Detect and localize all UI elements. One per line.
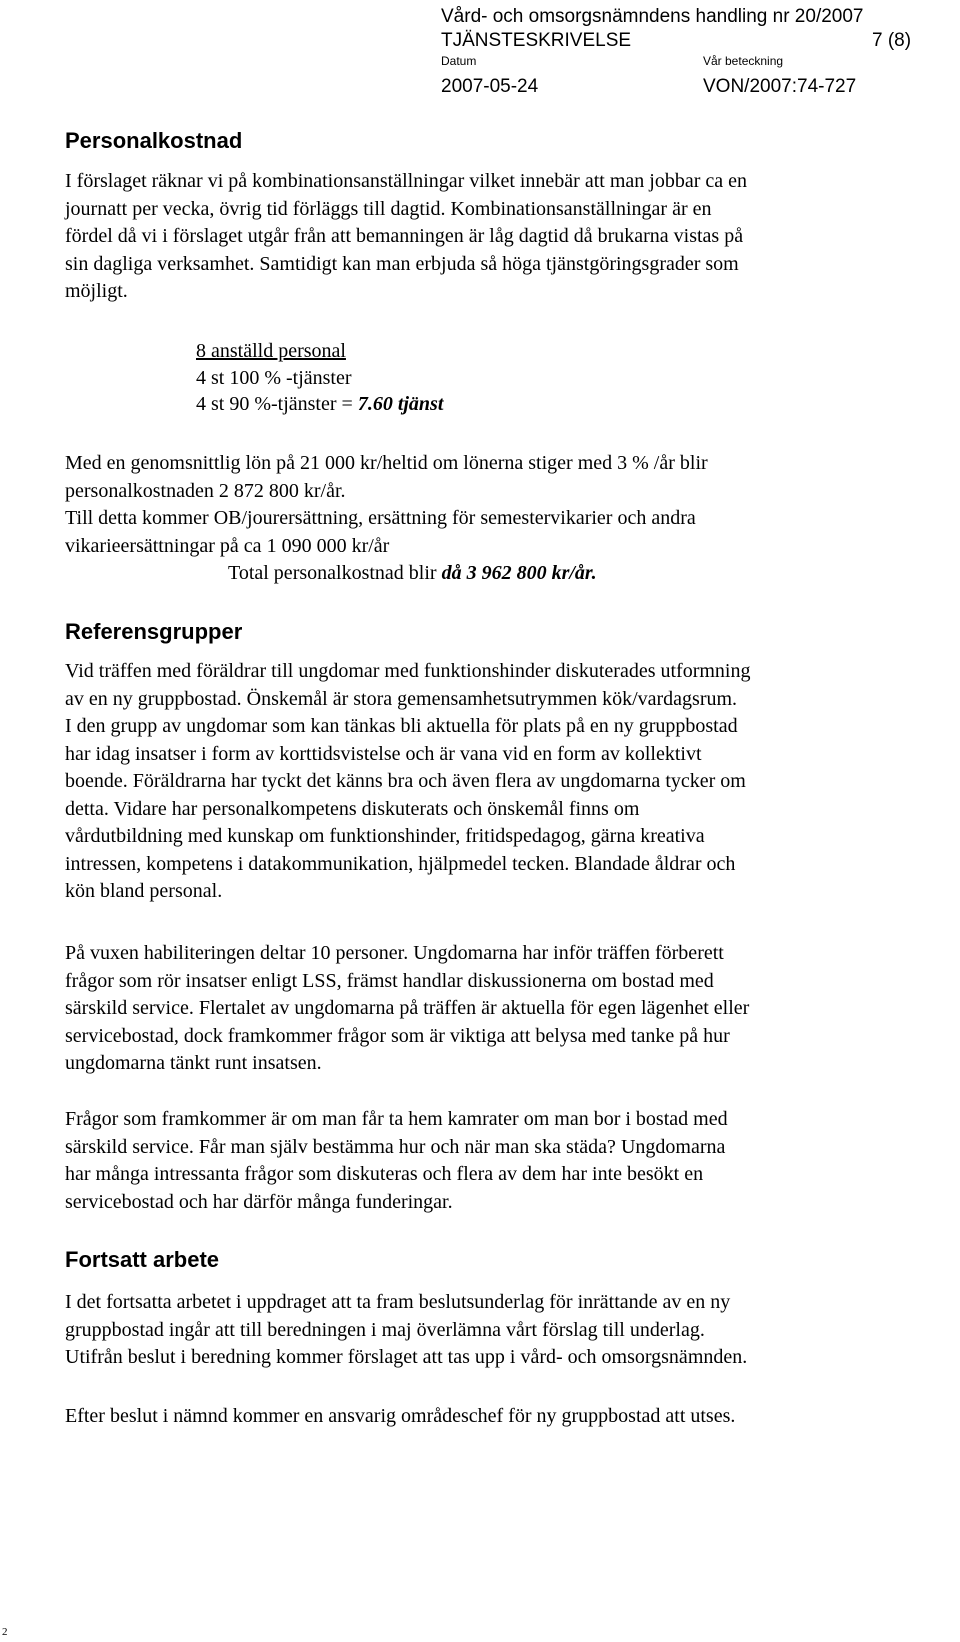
text-line: Frågor som framkommer är om man får ta hem kamrater om man bor i bostad med [65,1108,728,1130]
header-date-label: Datum [441,54,477,68]
text-line: boende. Föräldrarna har tyckt det känns bra och även flera av ungdomarna tycker om [65,770,746,792]
text-line: Till detta kommer OB/jourersättning, ersättning för semestervikarier och andra [65,507,696,529]
text-line: journatt per vecka, övrig tid förläggs till dagtid. Kombinationsanställningar är en [65,197,712,220]
referensgrupper-paragraph-1 [65,658,750,906]
text-line: ungdomarna tänkt runt insatsen. [65,1052,322,1074]
text-line: detta. Vidare har personalkompetens diskuterats och önskemål finns om [65,797,640,820]
personalkostnad-cost-paragraph [65,450,708,560]
total-cost-value: då 3 962 800 kr/år. [441,562,597,584]
text-line: personalkostnaden 2 872 800 kr/år. [65,479,346,502]
text-line: gruppbostad ingår att till beredningen i maj överlämna vårt förslag till underlag. [65,1318,705,1341]
footer-mark: 2 [2,1626,8,1638]
fortsatt-arbete-paragraph-2 [65,1403,735,1431]
referensgrupper-paragraph-2 [65,940,749,1078]
text-line: I förslaget räknar vi på kombinationsanställningar vilket innebär att man jobbar ca en [65,170,747,192]
section-heading-fortsatt-arbete: Fortsatt arbete [65,1247,220,1272]
staff-summary [196,338,443,418]
text-line: I det fortsatta arbetet i uppdraget att ta fram beslutsunderlag för inrättande av en ny [65,1291,731,1313]
staff-title: 8 anställd personal [196,340,346,362]
text-line: fördel då vi i förslaget utgår från att bemanningen är låg dagtid då brukarna vistas på [65,225,744,247]
text-line: sin dagliga verksamhet. Samtidigt kan man erbjuda så höga tjänstgöringsgrader som [65,252,739,275]
text-line: kön bland personal. [65,880,223,902]
text-line: har många intressanta frågor som diskuteras och flera av dem har inte besökt en [65,1163,704,1185]
total-cost-line [228,560,597,588]
text-line: intressen, kompetens i datakommunikation, hjälpmedel tecken. Blandade åldrar och [65,852,736,875]
text-line: av en ny gruppbostad. Önskemål är stora gemensamhetsutrymmen kök/vardagsrum. [65,687,738,710]
header-date: 2007-05-24 [441,76,539,97]
staff-full-time: 4 st 100 % -tjänster [196,366,352,389]
text-line: vikarieersättningar på ca 1 090 000 kr/år [65,534,390,557]
text-line: möjligt. [65,280,128,302]
text-line: särskild service. Flertalet av ungdomarna på träffen är aktuella för egen lägenhet eller [65,997,750,1019]
text-line: har idag insatser i form av korttidsvistelse och är vana vid en form av kollektivt [65,742,702,765]
header-page-number: 7 (8) [872,30,912,51]
total-personnel-cost [228,560,597,588]
total-cost-prefix: Total personalkostnad blir [228,562,442,584]
text-line: Vid träffen med föräldrar till ungdomar med funktionshinder diskuterades utformning [65,660,751,682]
header-document-type: TJÄNSTESKRIVELSE [441,30,632,51]
section-heading-referensgrupper: Referensgrupper [65,619,243,644]
referensgrupper-paragraph-3 [65,1106,728,1216]
text-line: Utifrån beslut i beredning kommer förslaget att tas upp i vård- och omsorgsnämnden. [65,1346,748,1368]
staff-part-time-text: 4 st 90 %-tjänster = [196,393,358,415]
fortsatt-arbete-paragraph-1 [65,1289,747,1372]
section-heading-personalkostnad: Personalkostnad [65,128,243,153]
staff-part-time [196,391,443,418]
text-line: vårdutbildning med kunskap om funktionshinder, fritidspedagog, gärna kreativa [65,825,705,847]
text-line: I den grupp av ungdomar som kan tänkas bli aktuella för plats på en ny gruppbostad [65,715,738,737]
header-reference-number: VON/2007:74-727 [703,76,857,97]
header-reference-label: Vår beteckning [703,54,784,68]
text-line: Efter beslut i nämnd kommer en ansvarig områdeschef för ny gruppbostad att utses. [65,1405,736,1427]
text-line: frågor som rör insatser enligt LSS, främst handlar diskussionerna om bostad med [65,969,714,992]
text-line: servicebostad, dock framkommer frågor som är viktiga att belysa med tanke på hur [65,1024,730,1047]
text-line: Med en genomsnittlig lön på 21 000 kr/heltid om lönerna stiger med 3 % /år blir [65,452,708,474]
text-line: servicebostad och har därför många funderingar. [65,1190,453,1213]
header-committee-line: Vård- och omsorgsnämndens handling nr 20/2007 [441,6,864,27]
personalkostnad-intro-paragraph [65,168,747,306]
text-line: särskild service. Får man själv bestämma hur och när man ska städa? Ungdomarna [65,1135,726,1158]
text-line: På vuxen habiliteringen deltar 10 personer. Ungdomarna har inför träffen förberett [65,942,724,964]
staff-total-fte: 7.60 tjänst [357,393,444,415]
